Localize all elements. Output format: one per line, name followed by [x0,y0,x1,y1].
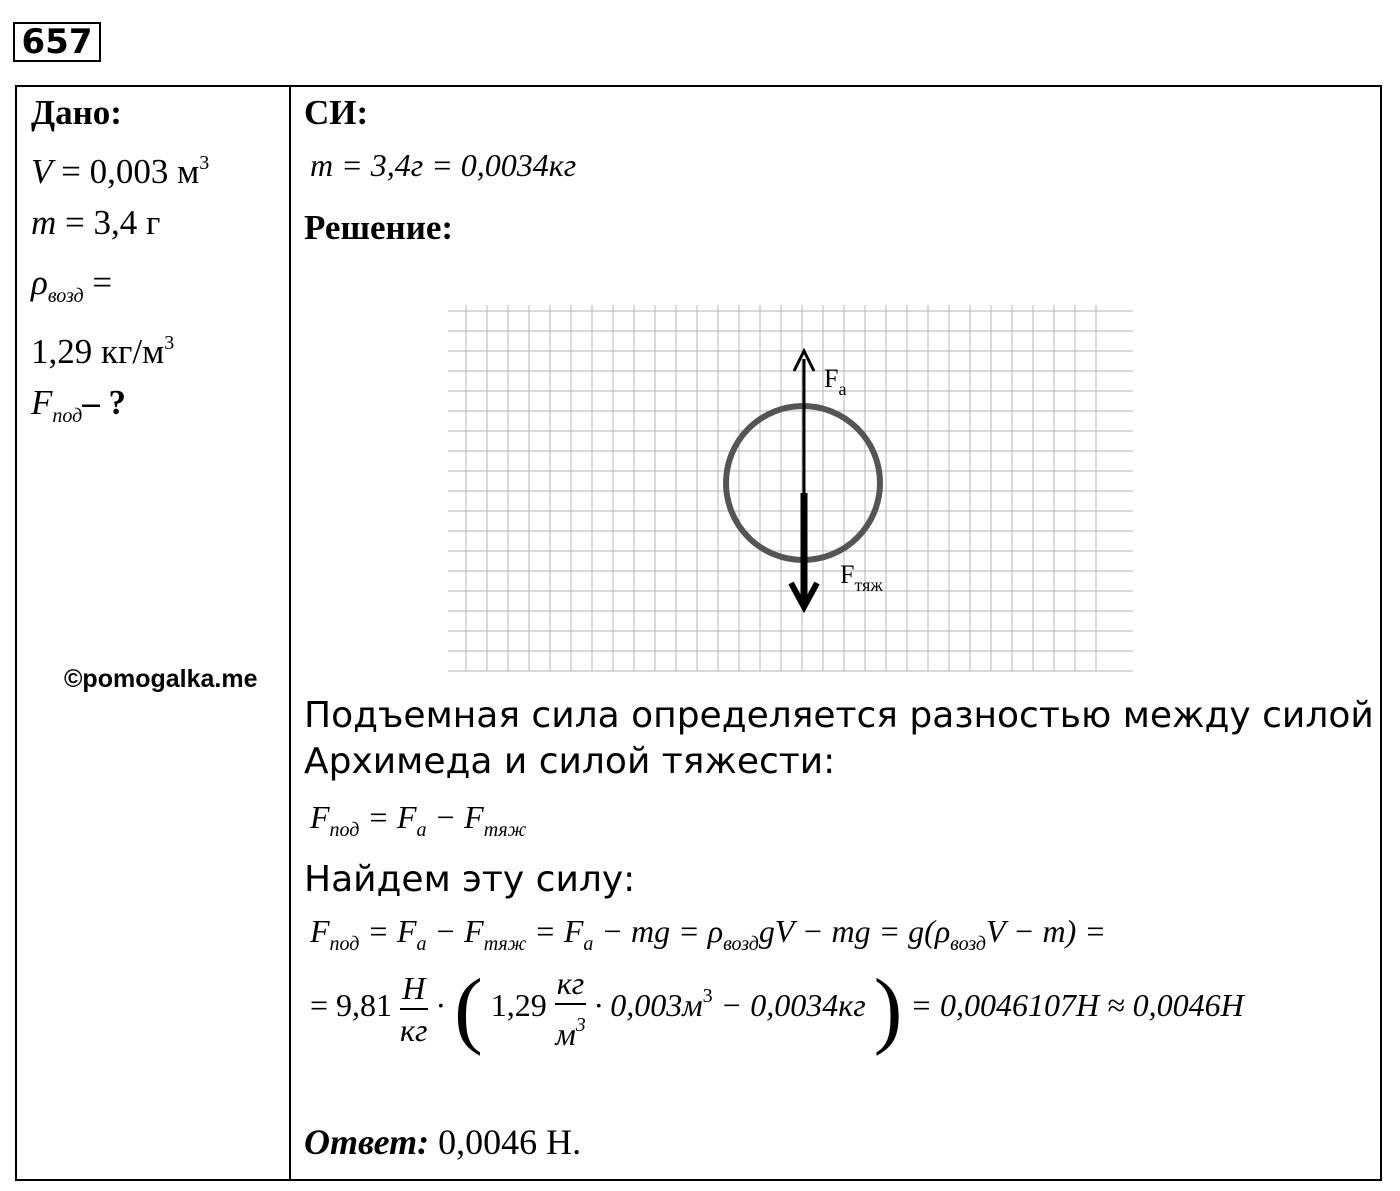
si-header: СИ: [304,93,369,132]
solution-table [15,85,1382,1181]
volume-value: = 0,003 м [52,152,200,191]
task-number: 657 [13,22,101,62]
column-divider [289,87,291,1179]
watermark: ©pomogalka.me [64,665,258,693]
solution-header: Решение: [304,208,454,247]
unknown-symbol: F [31,383,53,422]
fraction-kg-per-m3: $\frac{кг}{м^3}$ [555,965,586,1052]
force-diagram [448,301,1138,677]
volume-symbol: V [31,152,53,191]
density-symbol: ρ [31,263,48,302]
formula-numeric: = 9,81 $\frac{Н}{кг}$ · ( 1,29 $\frac{кг}{м^3}$ · $0,003м^3 - 0,0034кг$ ) = 0,0046107Н ≈ 0,0046Н [310,960,1244,1057]
density-exponent: 3 [164,332,175,354]
given-density-value [31,313,281,373]
si-conversion: m = 3,4г = 0,0034кг [310,147,577,183]
given-mass [31,193,281,253]
volume-exponent: 3 [199,152,210,174]
given-volume [31,133,281,193]
fraction-newton-per-kg: $\frac{Н}{кг}$ [400,969,428,1048]
given-column [31,93,281,433]
mass-value: = 3,4 г [56,203,161,242]
given-density-label [31,253,281,313]
explanation-line-2: Архимеда и силой тяжести: [304,741,836,782]
answer-value: 0,0046 Н. [429,1122,582,1162]
gravity-label: $F_{тяж}$ [840,560,883,595]
grid-paper [448,305,1133,671]
density-equals: = [83,263,113,302]
explanation-line-1: Подъемная сила определяется разностью между силой [304,695,1374,736]
density-value: 1,29 кг/м [31,332,165,371]
density-subscript: возд [47,285,84,307]
given-header: Дано: [31,93,122,132]
find-force-text: Найдем эту силу: [304,859,636,900]
formula-lift-force: $F_{под} = F_а - F_{тяж}$ [310,799,527,841]
mass-symbol: m [31,203,57,242]
formula-expanded: $F_{под} = F_а - F_{тяж} = F_а$ − mg = $\rho_{возд}gV$ − mg = $g(\rho_{возд}V - m)$ = [310,913,1106,955]
unknown-question: – ? [82,383,126,422]
answer [304,1121,581,1163]
answer-label: Ответ: [304,1122,430,1162]
unknown-subscript: под [52,405,83,427]
given-unknown [31,373,281,433]
archimedes-label: $F_a$ [824,364,847,399]
